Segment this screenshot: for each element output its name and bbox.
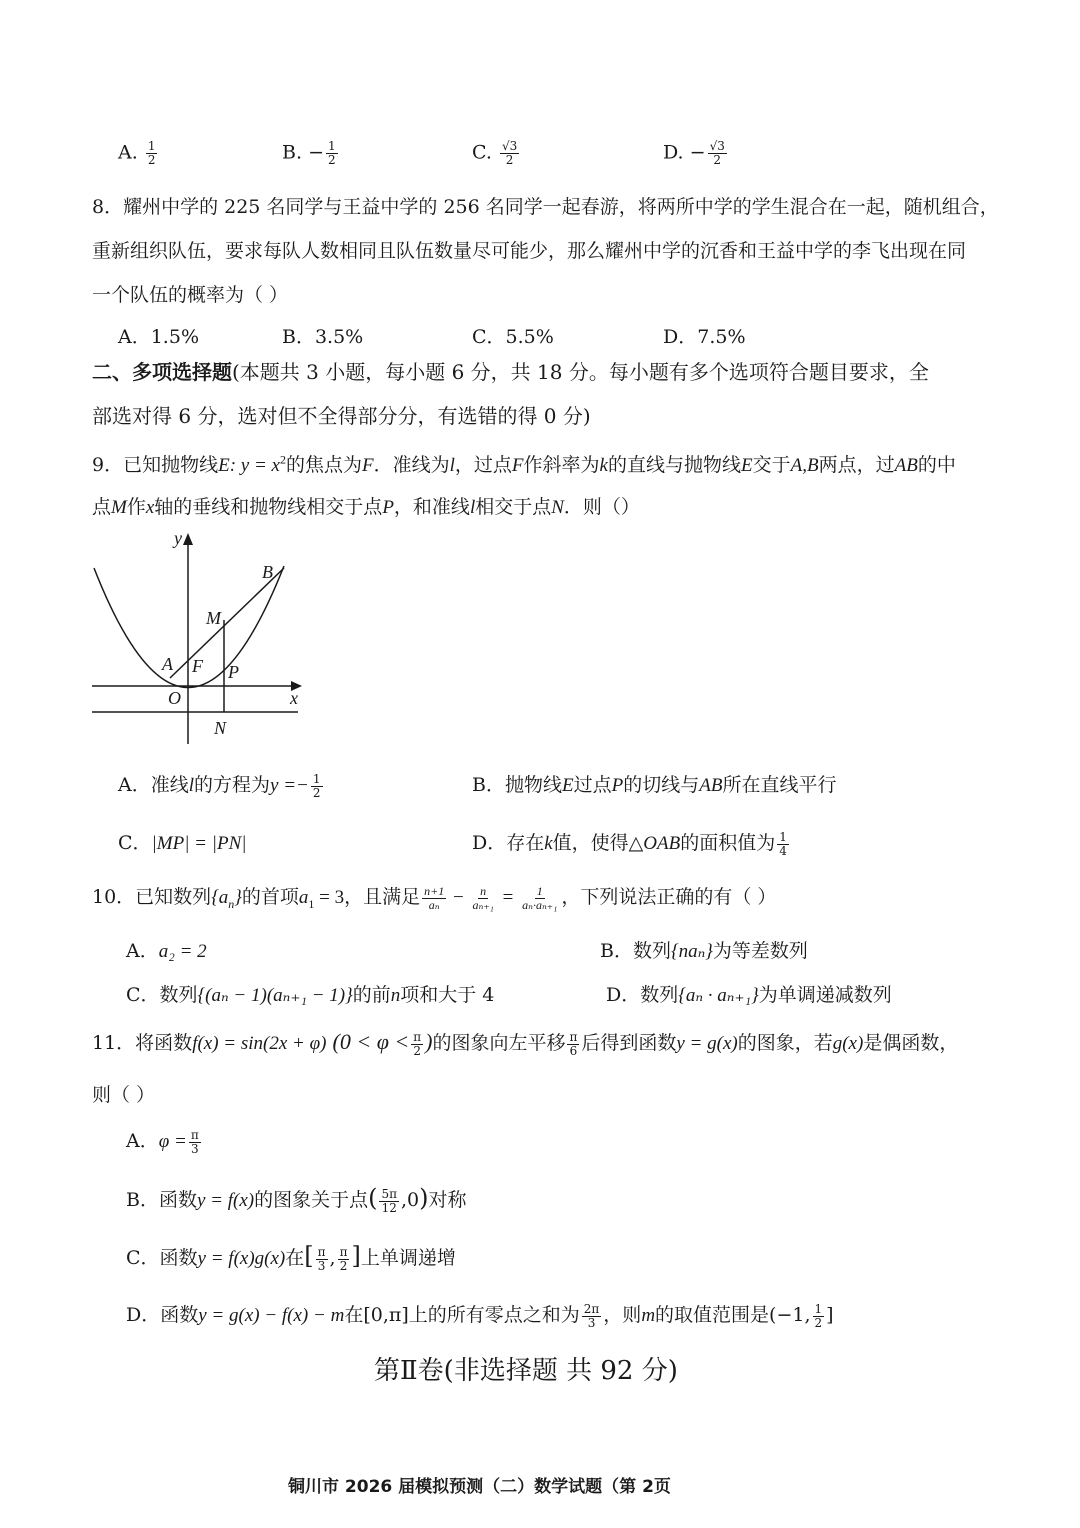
q8-option-b: B．3.5% — [282, 326, 364, 348]
label-y: y — [174, 528, 182, 548]
label-o: O — [168, 688, 181, 708]
q10-option-b: B．数列{naₙ}为等差数列 — [600, 940, 808, 962]
q10-option-d: D．数列{aₙ · aₙ₊₁}为单调递减数列 — [606, 984, 892, 1006]
label-a: A — [162, 654, 173, 674]
label-m: M — [206, 608, 221, 628]
q10-stem: 10．已知数列$\{a_n\}$的首项$a_1 = 3$，且满足 $\frac{n+1}{\text{aₙ}}$ − $\frac{n}{\text{aₙ₊₁}}$ = $\frac{1}{\text{aₙ·aₙ₊₁}}$ ，下列说法正确的有（ ） — [92, 883, 777, 912]
q11-option-b: B．函数y = f(x)的图象关于点( $\frac{5\pi}{12}$ ,0)对称 — [126, 1184, 467, 1215]
q9-line-2: 点M作x轴的垂线和抛物线相交于点P，和准线l相交于点N．则（） — [92, 496, 640, 518]
label-f: F — [192, 656, 203, 676]
q8-line-1: 8．耀州中学的 225 名同学与王益中学的 256 名同学一起春游，将两所中学的学生混合在一起，随机组合， — [92, 196, 999, 218]
label-x: x — [290, 688, 298, 708]
q8-option-d: D．7.5% — [663, 326, 746, 348]
q11-option-d: D．函数y = g(x) − f(x) − m在[0,π]上的所有零点之和为 $\frac{2\pi}{3}$ ，则m的取值范围是(−1, $\frac{1}{2}$ ] — [126, 1301, 834, 1330]
q8-line-3: 一个队伍的概率为（ ） — [92, 284, 289, 306]
parabola-figure — [86, 528, 312, 748]
chord-ab — [170, 568, 284, 678]
q7-option-b: B. − $\frac{1}{2}$ — [282, 139, 336, 167]
q10-option-a: A．a₂ = 2 — [126, 940, 207, 962]
q11-line-2: 则（ ） — [92, 1084, 156, 1106]
q7-option-d: D. − $\frac{√3}{2}$ — [663, 139, 725, 167]
q8-line-2: 重新组织队伍，要求每队人数相同且队伍数量尽可能少，那么耀州中学的沉香和王益中学的李飞出现在同 — [92, 240, 967, 262]
q8-option-a: A．1.5% — [118, 326, 199, 348]
q11-stem: 11．将函数f(x) = sin(2x + φ) (0 < φ < $\frac{\pi}{2}$ )的图象向左平移 $\frac{\pi}{6}$ 后得到函数y = g(x)的图象，若g(x)是偶函数， — [92, 1029, 959, 1058]
q11-option-a: A．φ = $\frac{\pi}{3}$ — [126, 1127, 199, 1156]
q9-option-a: A．准线l的方程为y =− $\frac{1}{2}$ — [118, 771, 321, 800]
q9-option-d: D．存在k值，使得△OAB的面积值为 $\frac{1}{4}$ — [472, 829, 787, 858]
y-axis-arrow — [183, 533, 193, 545]
q11-option-c: C．函数y = f(x)g(x)在[ $\frac{\pi}{3}$ , $\frac{\pi}{2}$ ]上单调递增 — [126, 1242, 456, 1273]
parabola-curve — [94, 566, 284, 688]
section-2-heading: 二、多项选择题(本题共 3 小题，每小题 6 分，共 18 分。每小题有多个选项符合题目要求，全 — [92, 360, 929, 384]
q9-line-1: 9．已知抛物线E: $y = x^2$的焦点为F．准线为l，过点F作斜率为k的直线与抛物线E交于A,B两点，过AB的中 — [92, 452, 956, 476]
volume-2-heading: 第Ⅱ卷(非选择题 共 92 分) — [374, 1356, 678, 1386]
section-2-desc: 部选对得 6 分，选对但不全得部分分，有选错的得 0 分) — [92, 404, 591, 428]
q7-option-a: A. $\frac{1}{2}$ — [118, 139, 156, 167]
q10-option-c: C．数列{(aₙ − 1)(aₙ₊₁ − 1)}的前n项和大于 4 — [126, 984, 495, 1006]
label-p: P — [228, 662, 239, 682]
page-footer: 铜川市 2026 届模拟预测（二）数学试题（第 2页 — [288, 1477, 671, 1497]
label-b: B — [262, 562, 273, 582]
q9-option-b: B．抛物线E过点P的切线与AB所在直线平行 — [472, 774, 837, 796]
q9-option-c: C．|MP| = |PN| — [118, 832, 247, 854]
q8-option-c: C．5.5% — [472, 326, 554, 348]
q7-option-c: C. $\frac{√3}{2}$ — [472, 139, 518, 167]
label-n: N — [214, 718, 227, 738]
